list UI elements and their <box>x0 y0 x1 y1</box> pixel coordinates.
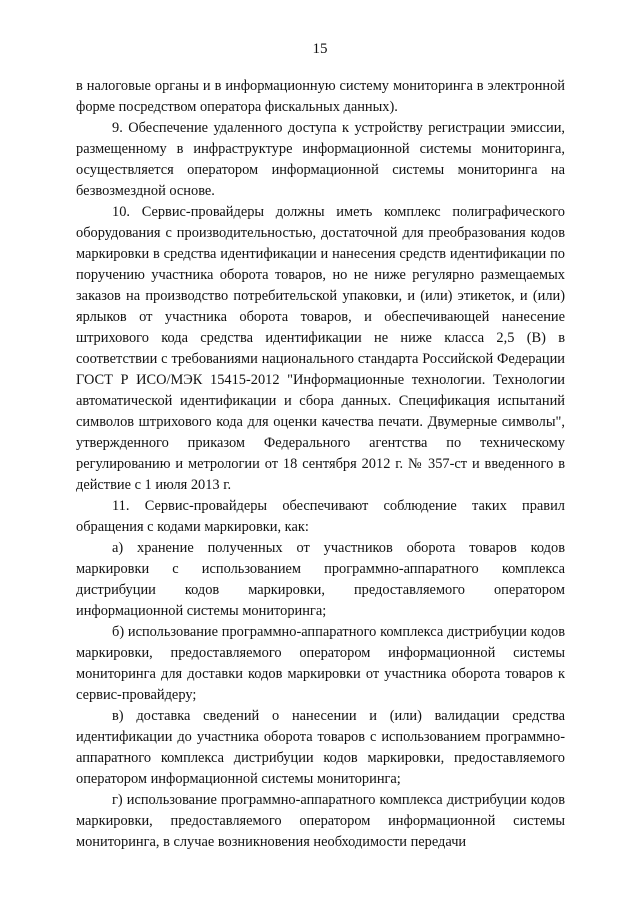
paragraph-item-11-a: а) хранение полученных от участников оборота товаров кодов маркировки с использованием программно-аппаратного комплекса дистрибуции кодов маркировки, предоставляемого оператором информационной системы мониторинга; <box>76 540 565 619</box>
paragraph-continuation: в налоговые органы и в информационную систему мониторинга в электронной форме посредством оператора фискальных данных). <box>76 78 565 115</box>
paragraph-item-10: 10. Сервис-провайдеры должны иметь комплекс полиграфического оборудования с производительностью, достаточной для преобразования кодов маркировки в средства идентификации и нанесения средств идентификации по поручению участника оборота товаров, но не ниже регулярно размещаемых заказов на производство потребительской упаковки, и (или) этикеток, и (или) ярлыков от участника оборота товаров, и обеспечивающей нанесение штрихового кода средства идентификации не ниже класса 2,5 (B) в соответствии с требованиями национального стандарта Российской Федерации ГОСТ Р ИСО/МЭК 15415-2012 "Информационные технологии. Технологии автоматической идентификации и сбора данных. Спецификация испытаний символов штрихового кода для оценки качества печати. Двумерные символы", утвержденного приказом Федерального агентства по техническому регулированию и метрологии от 18 сентября 2012 г. № 357-ст и введенного в действие с 1 июля 2013 г. <box>76 204 565 493</box>
paragraph-item-11: 11. Сервис-провайдеры обеспечивают соблюдение таких правил обращения с кодами маркировки, как: <box>76 498 565 535</box>
paragraph-item-11-g: г) использование программно-аппаратного комплекса дистрибуции кодов маркировки, предоставляемого оператором информационной системы мониторинга, в случае возникновения необходимости передачи <box>76 792 565 850</box>
paragraph-item-11-v: в) доставка сведений о нанесении и (или) валидации средства идентификации до участника оборота товаров с использованием программно-аппаратного комплекса дистрибуции кодов маркировки, предоставляемого оператором информационной системы мониторинга; <box>76 708 565 787</box>
paragraph-item-11-b: б) использование программно-аппаратного комплекса дистрибуции кодов маркировки, предоставляемого оператором информационной системы мониторинга для доставки кодов маркировки от участника оборота товаров к сервис-провайдеру; <box>76 624 565 703</box>
paragraph-item-9: 9. Обеспечение удаленного доступа к устройству регистрации эмиссии, размещенному в инфраструктуре информационной системы мониторинга, осуществляется оператором информационной системы мониторинга на безвозмездной основе. <box>76 120 565 199</box>
document-body <box>76 76 565 853</box>
page-number: 15 <box>312 41 328 57</box>
